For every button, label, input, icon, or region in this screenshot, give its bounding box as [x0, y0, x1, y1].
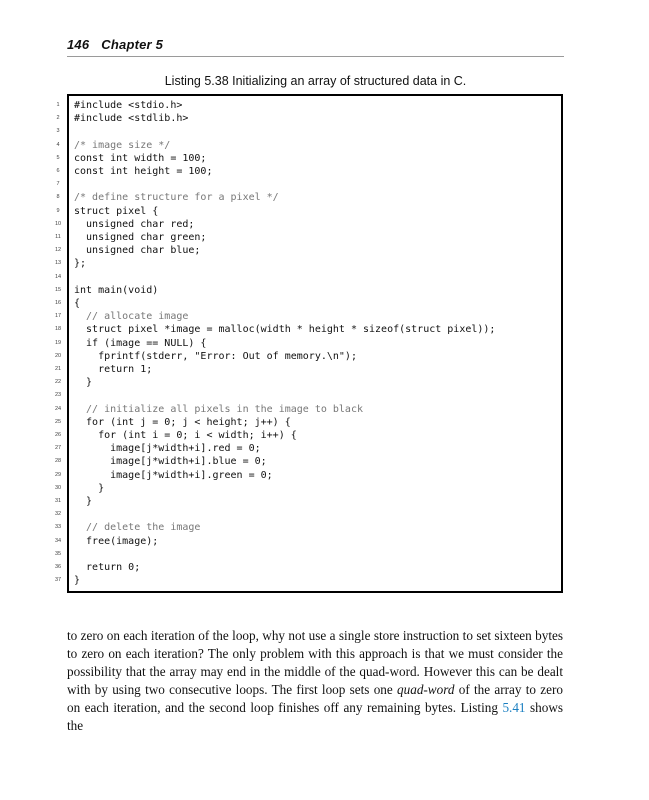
line-number: 26: [54, 432, 62, 438]
code-line: [54, 257, 561, 270]
page-number: 146: [67, 37, 90, 52]
code-line: [56, 125, 561, 138]
code-line: [56, 205, 561, 218]
code-line: [54, 389, 561, 402]
body-text-3: shows the: [67, 699, 563, 733]
code-line: [55, 231, 561, 244]
code-line: [54, 350, 561, 363]
code-text: }: [74, 496, 93, 507]
line-number: 32: [54, 511, 62, 518]
code-text: for (int j = 0; j < height; j++) {: [74, 416, 291, 428]
code-line: [54, 284, 561, 297]
running-header: [67, 37, 563, 52]
code-line: [54, 429, 561, 442]
code-comment: // allocate image: [74, 311, 189, 323]
line-number: 12: [54, 247, 62, 254]
code-listing: [54, 94, 563, 593]
body-paragraph: [67, 627, 563, 734]
code-text: unsigned char blue;: [74, 245, 201, 257]
body-text-2: of the array to zero on each iteration, and the second loop finishes off any remaining bytes. Listing: [67, 681, 563, 715]
code-text: image[j*width+i].red = 0;: [74, 443, 261, 455]
line-number: 20: [54, 352, 62, 359]
line-number: 14: [54, 273, 62, 280]
line-number: 35: [54, 550, 62, 557]
code-line: [56, 165, 561, 178]
code-comment: /* image size */: [74, 139, 171, 151]
line-number: 33: [54, 524, 62, 531]
code-line: [54, 310, 561, 323]
code-line: [54, 455, 561, 468]
code-line: [54, 363, 561, 376]
code-line: [54, 297, 561, 310]
code-text: fprintf(stderr, "Error: Out of memory.\n");: [74, 350, 357, 362]
code-comment: // initialize all pixels in the image to black: [74, 403, 363, 415]
code-text: }: [74, 377, 93, 389]
line-number: 4: [56, 141, 60, 148]
code-comment: /* define structure for a pixel */: [74, 192, 279, 204]
code-line: [54, 337, 561, 350]
code-text: struct pixel *image = malloc(width * height * sizeof(struct pixel));: [74, 324, 496, 336]
code-line: [54, 561, 561, 574]
code-line: [56, 112, 561, 125]
code-text: }: [74, 482, 105, 494]
code-line: [56, 152, 561, 165]
line-number: 25: [54, 418, 62, 425]
line-number: 7: [56, 181, 60, 188]
code-line: [56, 139, 561, 152]
code-text: #include <stdlib.h>: [74, 113, 189, 125]
line-number: 8: [56, 194, 60, 201]
code-text: const int width = 100;: [74, 152, 207, 164]
code-line: [54, 403, 561, 416]
line-number: 19: [54, 339, 62, 346]
code-text: image[j*width+i].blue = 0;: [74, 456, 267, 468]
line-number: 2: [56, 115, 60, 122]
line-number: 13: [54, 260, 62, 267]
code-line: [54, 376, 561, 389]
body-text-1: to zero on each iteration of the loop, why not use a single store instruction to set sixteen bytes to zero on each iteration? The only problem with this approach is that we must consider the possibility that the array may end in the middle of the quad-word. However this can be dealt with by using two consecutive loops. The first loop sets one: [67, 628, 563, 697]
line-number: 30: [54, 484, 62, 491]
line-number: 11: [55, 234, 61, 240]
code-line: [54, 521, 561, 534]
code-line: [56, 191, 561, 204]
line-number: 18: [54, 326, 62, 333]
code-line: [54, 442, 561, 455]
code-text: return 0;: [74, 562, 141, 573]
code-text: struct pixel {: [74, 205, 159, 217]
code-line: [54, 548, 561, 561]
code-line: [54, 495, 561, 508]
code-text: const int height = 100;: [74, 166, 213, 177]
line-number: 37: [54, 577, 62, 584]
emphasis-term: quad-word: [397, 681, 455, 697]
line-number: 22: [54, 379, 62, 386]
chapter-title: Chapter 5: [101, 37, 164, 52]
header-rule: [67, 56, 564, 57]
line-number: 29: [54, 471, 62, 478]
code-text: }: [74, 575, 81, 587]
line-number: 34: [54, 537, 62, 544]
code-text: for (int i = 0; i < width; i++) {: [74, 430, 297, 441]
code-line: [54, 482, 561, 495]
line-number: 15: [54, 286, 62, 293]
code-text: {: [74, 298, 81, 309]
code-line: [54, 218, 561, 231]
line-number: 6: [56, 168, 60, 174]
code-line: [54, 469, 561, 482]
line-number: 1: [56, 102, 60, 108]
line-number: 10: [54, 220, 62, 227]
code-text: unsigned char red;: [74, 218, 195, 230]
listing-caption: Listing 5.38 Initializing an array of structured data in C.: [164, 74, 467, 88]
listing-reference-link[interactable]: 5.41: [502, 699, 526, 715]
code-line: [56, 178, 561, 191]
code-text: image[j*width+i].green = 0;: [74, 469, 273, 481]
line-number: 36: [54, 564, 62, 570]
line-number: 23: [54, 392, 62, 399]
code-line: [54, 574, 561, 587]
code-text: #include <stdio.h>: [74, 100, 183, 111]
line-number: 27: [54, 445, 62, 452]
code-line: [54, 244, 561, 257]
code-line: [54, 323, 561, 336]
code-comment: // delete the image: [74, 522, 201, 534]
code-line: [54, 508, 561, 521]
line-number: 9: [56, 207, 60, 214]
line-number: 31: [54, 498, 62, 504]
code-text: free(image);: [74, 535, 159, 547]
code-text: if (image == NULL) {: [74, 337, 207, 349]
code-text: unsigned char green;: [74, 232, 207, 243]
line-number: 17: [54, 313, 62, 320]
line-number: 28: [54, 458, 62, 465]
code-line: [54, 535, 561, 548]
line-number: 16: [54, 300, 62, 306]
line-number: 24: [54, 405, 62, 412]
line-number: 21: [54, 366, 62, 372]
code-line: [54, 416, 561, 429]
code-line: [54, 271, 561, 284]
code-text: };: [74, 258, 87, 270]
code-line: [56, 99, 561, 112]
line-number: 3: [56, 128, 60, 135]
line-number: 5: [56, 154, 60, 161]
code-text: return 1;: [74, 364, 153, 375]
code-text: int main(void): [74, 284, 159, 296]
